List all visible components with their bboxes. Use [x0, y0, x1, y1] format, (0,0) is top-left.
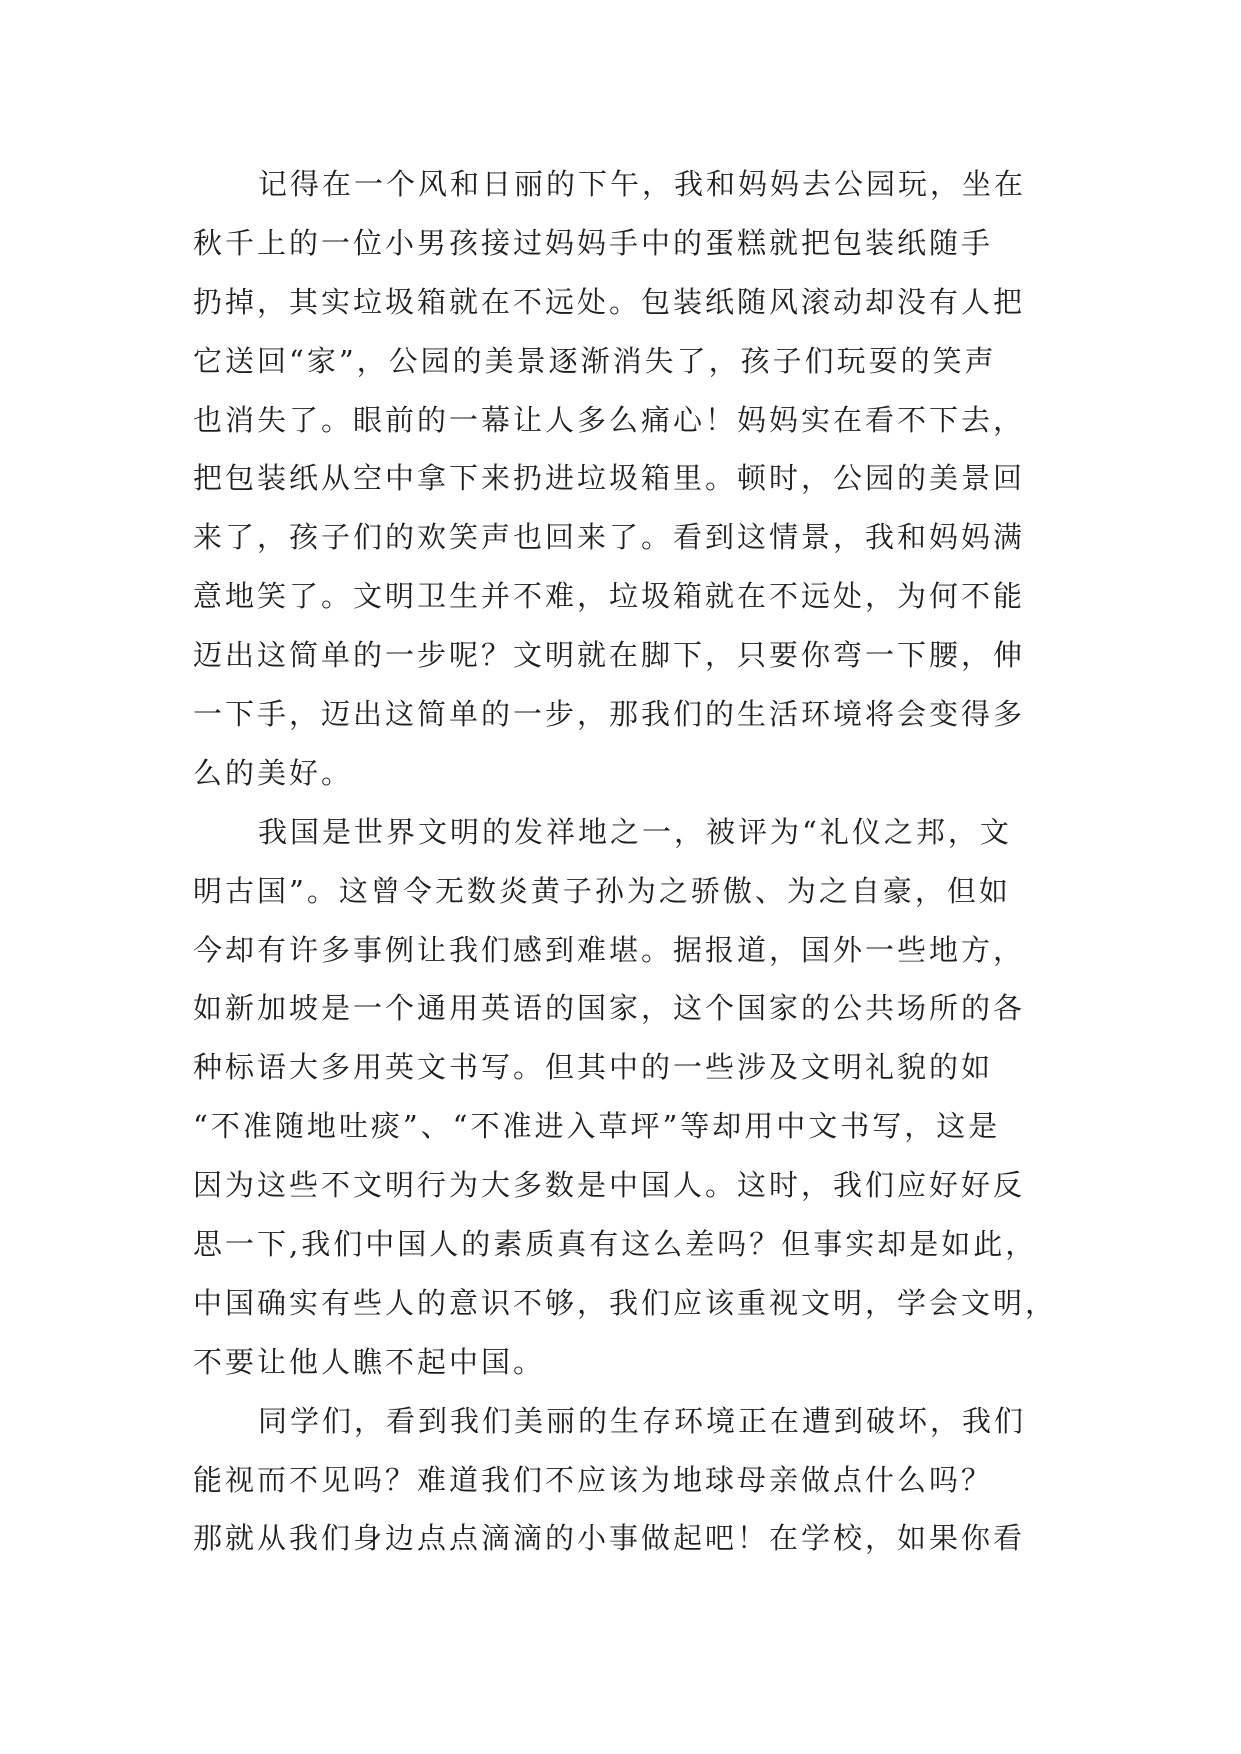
paragraph-2 [193, 803, 1058, 1392]
text-line: 么的美好。 [193, 755, 354, 790]
text-line: 秋千上的一位小男孩接过妈妈手中的蛋糕就把包装纸随手 [193, 225, 994, 260]
text-line: 明古国”。这曾令无数炎黄子孙为之骄傲、为之自豪，但如 [193, 873, 1011, 908]
text-line: 来了，孩子们的欢笑声也回来了。看到这情景，我和妈妈满 [193, 520, 1026, 555]
text-line: “不准随地吐痰”、“不准进入草坪”等却用中文书写，这是 [193, 1109, 1001, 1144]
text-line: 记得在一个风和日丽的下午，我和妈妈去公园玩，坐在 [258, 167, 1027, 201]
text-line: 中国确实有些人的意识不够，我们应该重视文明，学会文明， [193, 1285, 1058, 1320]
text-line: 如新加坡是一个通用英语的国家，这个国家的公共场所的各 [193, 991, 1026, 1026]
text-line: 扔掉，其实垃圾箱就在不远处。包装纸随风滚动却没有人把 [193, 284, 1026, 319]
text-line: 把包装纸从空中拿下来扔进垃圾箱里。顿时，公园的美景回 [193, 461, 1026, 496]
text-line: 我国是世界文明的发祥地之一，被评为“礼仪之邦，文 [258, 814, 1012, 849]
text-line: 因为这些不文明行为大多数是中国人。这时，我们应好好反 [193, 1168, 1026, 1203]
text-line: 不要让他人瞧不起中国。 [193, 1344, 546, 1379]
text-line: 那就从我们身边点点滴滴的小事做起吧！在学校，如果你看 [193, 1521, 1026, 1556]
paragraph-1 [193, 155, 1049, 803]
text-line: 同学们，看到我们美丽的生存环境正在遭到破坏，我们 [258, 1403, 1027, 1438]
text-line: 今却有许多事例让我们感到难堪。据报道，国外一些地方， [193, 932, 1026, 967]
text-line: 它送回“家”，公园的美景逐渐消失了，孩子们玩耍的笑声 [193, 343, 997, 378]
text-line: 也消失了。眼前的一幕让人多么痛心！妈妈实在看不下去， [193, 402, 1026, 437]
text-line: 思一下,我们中国人的素质真有这么差吗？但事实却是如此， [193, 1227, 1038, 1262]
document-body [193, 155, 1058, 1568]
text-line: 能视而不见吗？难道我们不应该为地球母亲做点什么吗？ [193, 1462, 994, 1497]
text-line: 意地笑了。文明卫生并不难，垃圾箱就在不远处，为何不能 [193, 579, 1026, 614]
text-line: 一下手，迈出这简单的一步，那我们的生活环境将会变得多 [193, 697, 1026, 732]
text-line: 迈出这简单的一步呢？文明就在脚下，只要你弯一下腰，伸 [193, 638, 1026, 673]
paragraph-3 [193, 1392, 1049, 1569]
text-line: 种标语大多用英文书写。但其中的一些涉及文明礼貌的如 [193, 1050, 994, 1085]
